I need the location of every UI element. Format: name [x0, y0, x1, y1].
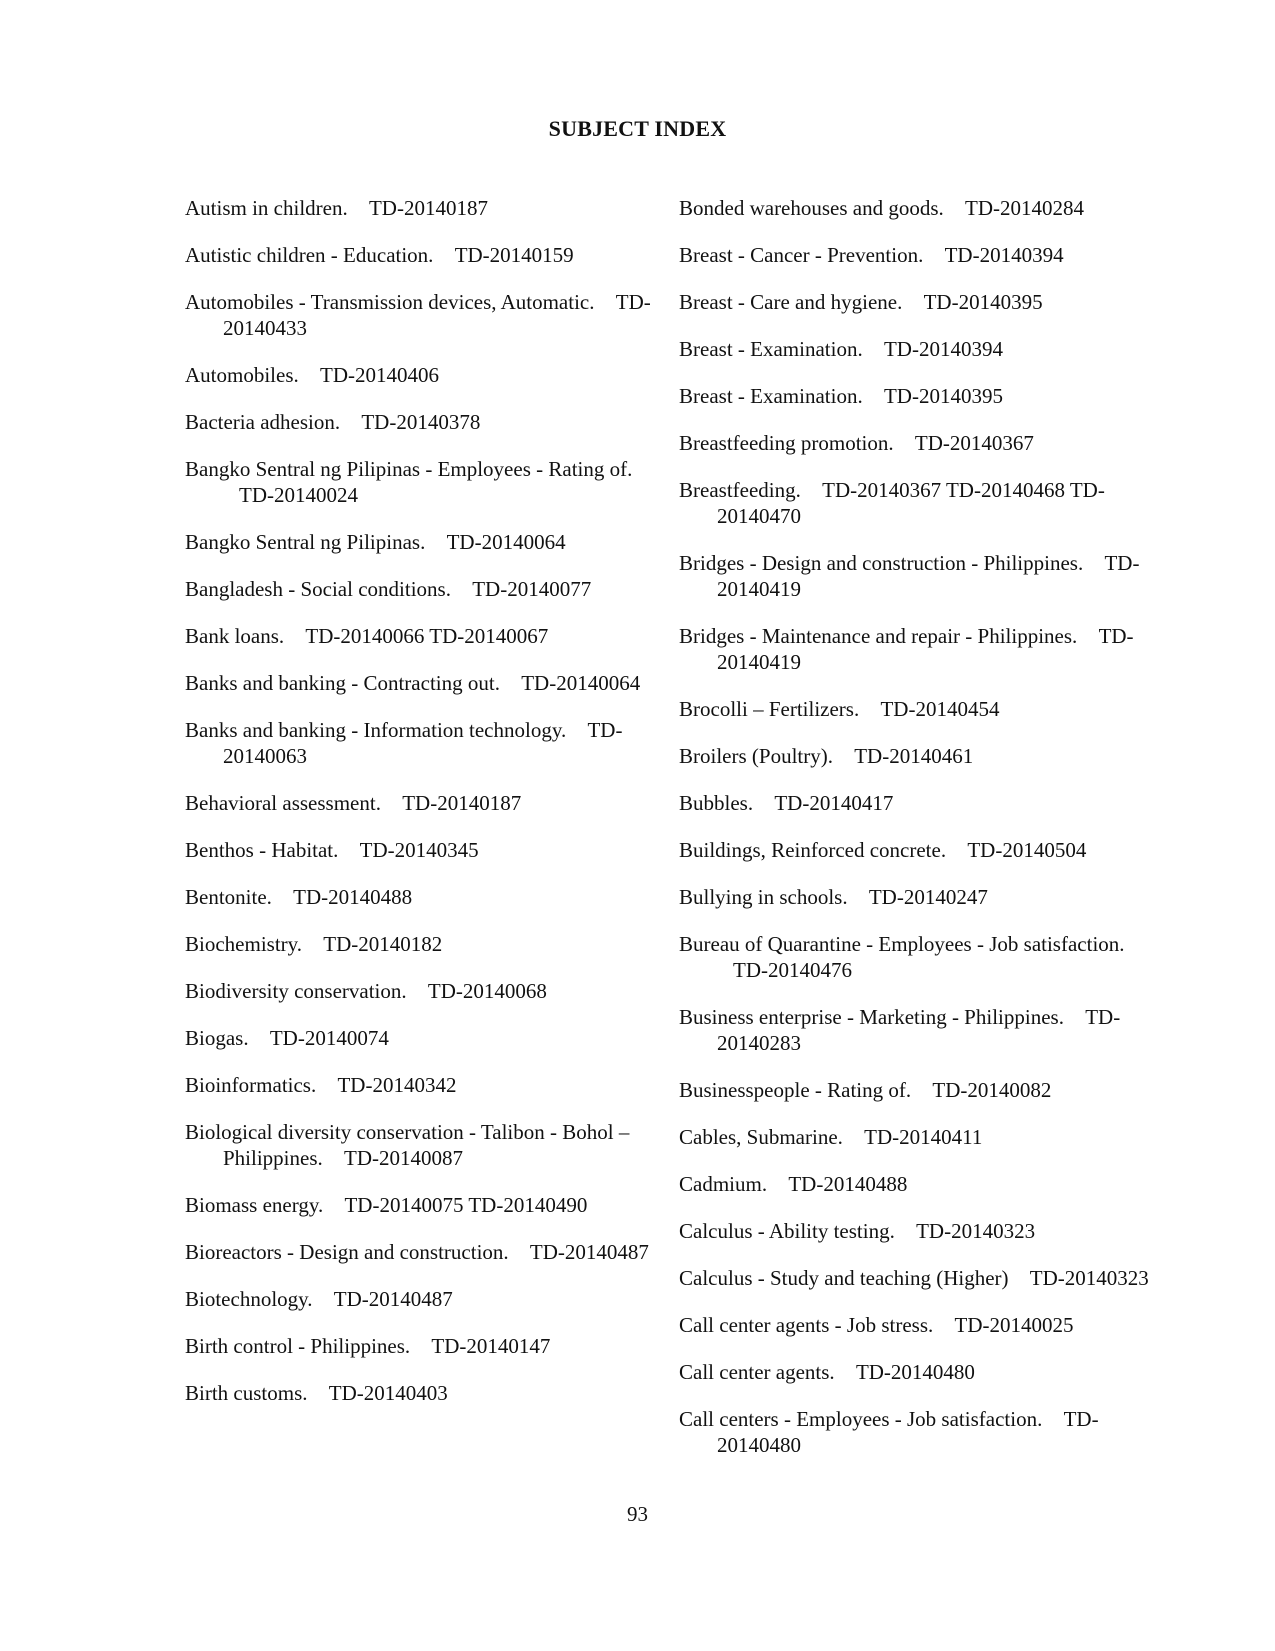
index-column-right — [679, 195, 1149, 1479]
index-code: TD-20140504 — [967, 838, 1087, 862]
index-code: TD-20140367 — [914, 431, 1034, 455]
index-subject: Call centers - Employees - Job satisfaction. — [679, 1407, 1043, 1431]
index-subject: Biochemistry. — [185, 932, 303, 956]
index-code: TD-20140345 — [359, 838, 479, 862]
index-entry — [185, 717, 655, 769]
index-subject: Breast - Examination. — [679, 384, 863, 408]
index-code: TD-20140403 — [328, 1381, 448, 1405]
index-subject: Cadmium. — [679, 1172, 768, 1196]
index-entry — [185, 1239, 655, 1265]
index-code: TD-20140066 TD-20140067 — [305, 624, 549, 648]
index-code: TD-20140068 — [427, 979, 547, 1003]
index-code: TD-20140323 — [916, 1219, 1036, 1243]
index-entry — [185, 931, 655, 957]
index-entry — [679, 1406, 1149, 1458]
index-entry — [679, 1265, 1149, 1291]
index-subject: Call center agents - Job stress. — [679, 1313, 934, 1337]
index-subject: Breast - Care and hygiene. — [679, 290, 903, 314]
index-subject: Bioinformatics. — [185, 1073, 317, 1097]
index-entry — [185, 1286, 655, 1312]
index-subject: Bangko Sentral ng Pilipinas. — [185, 530, 426, 554]
index-entry — [679, 1004, 1149, 1056]
index-code: TD-20140087 — [344, 1146, 464, 1170]
index-subject: Business enterprise - Marketing - Philippines. — [679, 1005, 1064, 1029]
index-code: TD-20140395 — [923, 290, 1043, 314]
index-subject: Bioreactors - Design and construction. — [185, 1240, 509, 1264]
index-code: TD-20140187 — [402, 791, 522, 815]
index-subject: Bank loans. — [185, 624, 285, 648]
index-code: TD-20140394 — [883, 337, 1003, 361]
index-entry — [185, 1192, 655, 1218]
index-code: TD-20140063 — [223, 718, 623, 768]
index-code: TD-20140488 — [788, 1172, 908, 1196]
index-entry — [679, 1218, 1149, 1244]
index-code: TD-20140075 TD-20140490 — [344, 1193, 588, 1217]
index-entry — [679, 884, 1149, 910]
index-subject: Biomass energy. — [185, 1193, 324, 1217]
index-entry — [679, 289, 1149, 315]
index-code: TD-20140394 — [944, 243, 1064, 267]
index-subject: Biogas. — [185, 1026, 249, 1050]
index-subject: Bureau of Quarantine - Employees - Job satisfaction. — [679, 932, 1125, 956]
index-entry — [185, 1119, 655, 1171]
index-entry — [185, 289, 655, 341]
index-entry — [679, 696, 1149, 722]
index-subject: Buildings, Reinforced concrete. — [679, 838, 947, 862]
index-code: TD-20140247 — [868, 885, 988, 909]
index-subject: Breastfeeding. — [679, 478, 801, 502]
index-code: TD-20140187 — [368, 196, 488, 220]
index-code: TD-20140406 — [320, 363, 439, 387]
index-subject: Calculus - Ability testing. — [679, 1219, 895, 1243]
index-entry — [185, 1072, 655, 1098]
index-entry — [185, 242, 655, 268]
index-subject: Breastfeeding promotion. — [679, 431, 894, 455]
index-code: TD-20140419 — [717, 624, 1134, 674]
index-code: TD-20140284 — [965, 196, 1085, 220]
index-entry — [185, 409, 655, 435]
index-subject: Bullying in schools. — [679, 885, 848, 909]
index-subject: Banks and banking - Contracting out. — [185, 671, 500, 695]
index-subject: Businesspeople - Rating of. — [679, 1078, 912, 1102]
index-subject: Bangladesh - Social conditions. — [185, 577, 451, 601]
index-code: TD-20140461 — [854, 744, 974, 768]
index-subject: Automobiles - Transmission devices, Automatic. — [185, 290, 595, 314]
index-entry — [679, 931, 1149, 983]
index-subject: Biotechnology. — [185, 1287, 313, 1311]
index-subject: Call center agents. — [679, 1360, 835, 1384]
index-subject: Behavioral assessment. — [185, 791, 381, 815]
index-subject: Cables, Submarine. — [679, 1125, 843, 1149]
index-subject: Bentonite. — [185, 885, 272, 909]
index-entry — [185, 1333, 655, 1359]
index-entry — [185, 837, 655, 863]
index-subject: Bacteria adhesion. — [185, 410, 341, 434]
index-subject: Brocolli – Fertilizers. — [679, 697, 860, 721]
index-subject: Benthos - Habitat. — [185, 838, 339, 862]
index-entry — [679, 623, 1149, 675]
page-number: 93 — [627, 1502, 648, 1526]
index-code: TD-20140411 — [864, 1125, 983, 1149]
index-code: TD-20140064 — [446, 530, 566, 554]
index-column-left — [185, 195, 655, 1427]
index-entry — [679, 1359, 1149, 1385]
index-subject: Autism in children. — [185, 196, 348, 220]
index-entry — [679, 336, 1149, 362]
index-entry — [679, 430, 1149, 456]
index-subject: Automobiles. — [185, 363, 299, 387]
index-entry — [679, 837, 1149, 863]
index-entry — [679, 1171, 1149, 1197]
index-code: TD-20140378 — [361, 410, 481, 434]
index-code: TD-20140147 — [431, 1334, 551, 1358]
index-entry — [679, 550, 1149, 602]
index-entry — [679, 743, 1149, 769]
index-code: TD-20140283 — [717, 1005, 1121, 1055]
index-entry — [185, 1380, 655, 1406]
index-code: TD-20140077 — [472, 577, 592, 601]
index-code: TD-20140342 — [337, 1073, 457, 1097]
index-entry — [679, 1077, 1149, 1103]
index-code: TD-20140433 — [223, 290, 651, 340]
index-entry — [679, 1312, 1149, 1338]
index-subject: Calculus - Study and teaching (Higher) — [679, 1266, 1009, 1290]
index-code: TD-20140025 — [954, 1313, 1074, 1337]
index-entry — [185, 884, 655, 910]
index-entry — [185, 623, 655, 649]
index-entry — [185, 362, 655, 388]
index-subject: Breast - Cancer - Prevention. — [679, 243, 924, 267]
index-code: TD-20140488 — [293, 885, 413, 909]
index-entry — [185, 576, 655, 602]
index-subject: Bubbles. — [679, 791, 754, 815]
index-entry — [679, 790, 1149, 816]
index-code: TD-20140074 — [269, 1026, 389, 1050]
index-subject: Biodiversity conservation. — [185, 979, 407, 1003]
index-subject: Autistic children - Education. — [185, 243, 434, 267]
index-code: TD-20140419 — [717, 551, 1140, 601]
index-entry — [679, 1124, 1149, 1150]
index-subject: Birth control - Philippines. — [185, 1334, 411, 1358]
index-entry — [185, 1025, 655, 1051]
index-code: TD-20140323 — [1029, 1266, 1149, 1290]
index-subject: Bangko Sentral ng Pilipinas - Employees - Rating of. — [185, 457, 633, 481]
index-entry — [185, 529, 655, 555]
index-entry — [679, 242, 1149, 268]
index-code: TD-20140082 — [932, 1078, 1052, 1102]
index-subject: Breast - Examination. — [679, 337, 863, 361]
index-code: TD-20140159 — [454, 243, 574, 267]
index-code: TD-20140454 — [880, 697, 1000, 721]
page-title: SUBJECT INDEX — [548, 116, 727, 141]
index-code: TD-20140480 — [855, 1360, 975, 1384]
index-subject: Bridges - Design and construction - Philippines. — [679, 551, 1084, 575]
index-subject: Biological diversity conservation - Talibon - Bohol – Philippines. — [185, 1120, 630, 1170]
index-subject: Bridges - Maintenance and repair - Philippines. — [679, 624, 1078, 648]
index-code: TD-20140487 — [333, 1287, 453, 1311]
index-code: TD-20140487 — [529, 1240, 649, 1264]
index-subject: Banks and banking - Information technology. — [185, 718, 567, 742]
index-code: TD-20140395 — [883, 384, 1003, 408]
index-code: TD-20140480 — [717, 1407, 1099, 1457]
index-entry — [185, 790, 655, 816]
index-code: TD-20140182 — [323, 932, 443, 956]
index-entry — [679, 477, 1149, 529]
index-code: TD-20140367 TD-20140468 TD-20140470 — [717, 478, 1105, 528]
index-code: TD-20140064 — [521, 671, 641, 695]
index-entry — [185, 195, 655, 221]
index-code: TD-20140024 — [239, 483, 358, 507]
index-code: TD-20140476 — [733, 958, 852, 982]
index-entry — [679, 195, 1149, 221]
index-subject: Birth customs. — [185, 1381, 308, 1405]
index-entry — [185, 978, 655, 1004]
index-entry — [185, 670, 655, 696]
index-entry — [679, 383, 1149, 409]
index-code: TD-20140417 — [774, 791, 894, 815]
index-subject: Broilers (Poultry). — [679, 744, 833, 768]
index-entry — [185, 456, 655, 508]
index-subject: Bonded warehouses and goods. — [679, 196, 944, 220]
